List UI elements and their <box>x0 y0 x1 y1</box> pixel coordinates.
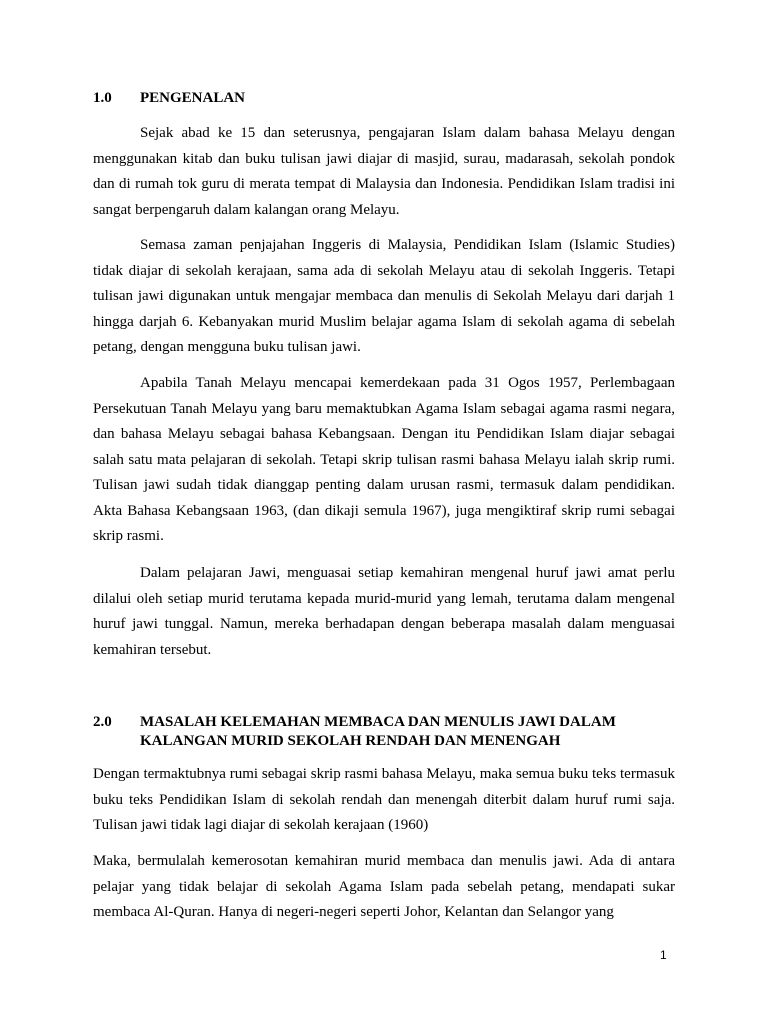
section-number: 2.0 <box>93 714 112 730</box>
section-title-line-2: KALANGAN MURID SEKOLAH RENDAH DAN MENENGAH <box>140 733 561 749</box>
section-number: 1.0 <box>93 90 112 106</box>
section-title-line-1: MASALAH KELEMAHAN MEMBACA DAN MENULIS JAWI DALAM <box>140 714 616 730</box>
paragraph: Sejak abad ke 15 dan seterusnya, pengajaran Islam dalam bahasa Melayu dengan menggunakan kitab dan buku tulisan jawi diajar di masjid, surau, madarasah, sekolah pondok dan di rumah tok guru di merata tempat di Malaysia dan Indonesia. Pendidikan Islam tradisi ini sangat berpengaruh dalam kalangan orang Melayu. <box>93 125 675 218</box>
paragraph: Dengan termaktubnya rumi sebagai skrip rasmi bahasa Melayu, maka semua buku teks termasuk buku teks Pendidikan Islam di sekolah rendah dan menengah diterbit dalam huruf rumi saja. Tulisan jawi tidak lagi diajar di sekolah kerajaan (1960) <box>93 766 675 833</box>
section-title: PENGENALAN <box>140 90 246 106</box>
paragraph: Semasa zaman penjajahan Inggeris di Malaysia, Pendidikan Islam (Islamic Studies) tidak diajar di sekolah kerajaan, sama ada di sekolah Melayu atau di sekolah Inggeris. Tetapi tulisan jawi digunakan untuk mengajar membaca dan menulis di Sekolah Melayu dari darjah 1 hingga darjah 6. Kebanyakan murid Muslim belajar agama Islam di sekolah agama di sebelah petang, dengan mengguna buku tulisan jawi. <box>93 237 675 355</box>
paragraph: Apabila Tanah Melayu mencapai kemerdekaan pada 31 Ogos 1957, Perlembagaan Persekutuan Tanah Melayu yang baru memaktubkan Agama Islam sebagai agama rasmi negara, dan bahasa Melayu sebagai bahasa Kebangsaan. Dengan itu Pendidikan Islam diajar sebagai salah satu mata pelajaran di sekolah. Tetapi skrip tulisan rasmi bahasa Melayu ialah skrip rumi. Tulisan jawi sudah tidak dianggap penting dalam urusan rasmi, termasuk dalam pendidikan. Akta Bahasa Kebangsaan 1963, (dan dikaji semula 1967), juga mengiktiraf skrip rumi sebagai skrip rasmi. <box>93 375 675 544</box>
paragraph: Dalam pelajaran Jawi, menguasai setiap kemahiran mengenal huruf jawi amat perlu dilalui oleh setiap murid terutama kepada murid-murid yang lemah, terutama dalam mengenal huruf jawi tunggal. Namun, mereka berhadapan dengan beberapa masalah dalam menguasai kemahiran tersebut. <box>93 565 675 658</box>
paragraph: Maka, bermulalah kemerosotan kemahiran murid membaca dan menulis jawi. Ada di antara pelajar yang tidak belajar di sekolah Agama Islam pada sebelah petang, mendapati sukar membaca Al-Quran. Hanya di negeri-negeri seperti Johor, Kelantan dan Selangor yang <box>93 853 675 920</box>
page-number: 1 <box>660 948 667 962</box>
